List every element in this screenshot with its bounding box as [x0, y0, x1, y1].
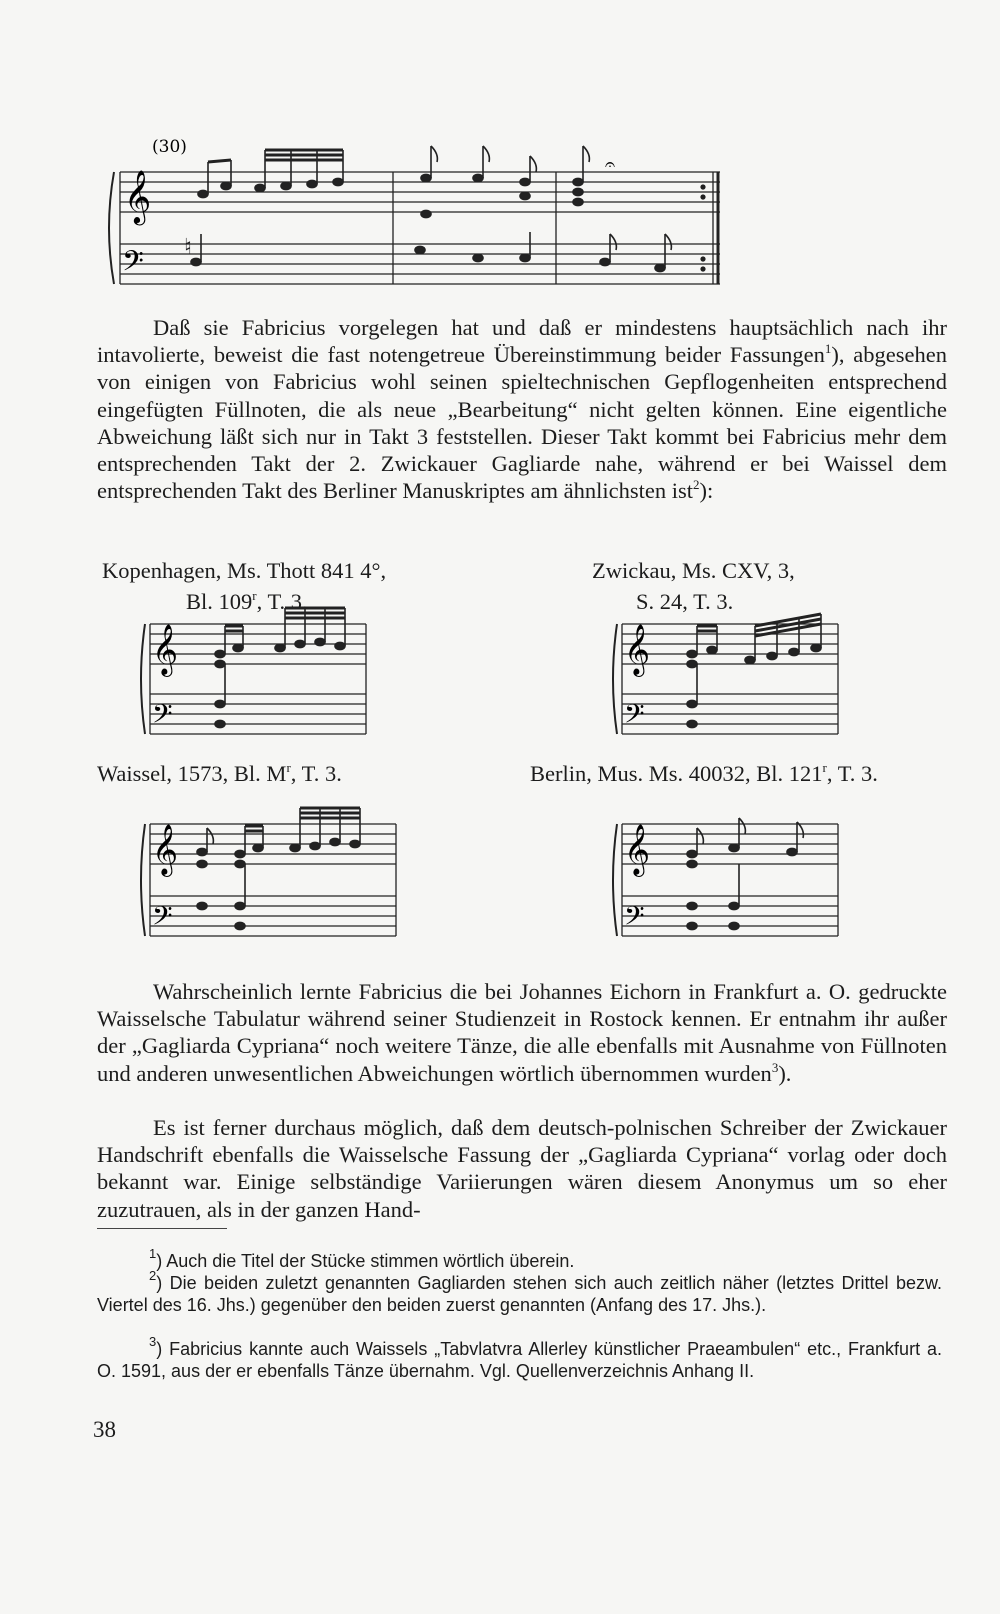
- svg-text:♮: ♮: [184, 235, 192, 260]
- caption-berlin: Berlin, Mus. Ms. 40032, Bl. 121$^r$, T. 3.: [530, 760, 878, 786]
- music-example-waissel: [140, 812, 400, 952]
- footnote-3: $^3$) Fabricius kannte auch Waissels „Tabvlatvra Allerley künstlicher Praeambulen“ etc., Frankfurt a. O. 1591, aus der er ebenfalls Tänze übernahm. Vgl. Quellenverzeichnis Anhang II.: [97, 1334, 942, 1381]
- caption-zwickau: Zwickau, Ms. CXV, 3, S. 24, T. 3.: [592, 558, 795, 614]
- treble-clef-icon: 𝄞: [152, 624, 179, 675]
- treble-clef-icon: 𝄞: [124, 169, 152, 223]
- music-example-main: [100, 134, 745, 294]
- caption-waissel: Waissel, 1573, Bl. $M^r$, T. 3.: [97, 760, 342, 786]
- fermata-icon: 𝄐: [605, 154, 616, 175]
- music-example-berlin: [612, 812, 842, 952]
- treble-clef-icon: 𝄞: [624, 624, 651, 675]
- bass-clef-icon: 𝄢: [122, 245, 144, 285]
- paragraph-2: Wahrscheinlich lernte Fabricius die bei Johannes Eichorn in Frankfurt a. O. gedruckte Waisselsche Tabulatur während seiner Studienzeit in Rostock kennen. Er entnahm ihr außer der „Gagliarda Cypriana“ noch weitere Tänze, die alle ebenfalls mit Ausnahme von Füllnoten und anderen unwesentlichen Abweichungen wörtlich übernommen wurden$^3$).: [97, 979, 947, 1086]
- measure-number: (30): [152, 137, 187, 157]
- bass-clef-icon: 𝄢: [152, 900, 173, 938]
- footnote-2: $^2$) Die beiden zuletzt genannten Gagliarden stehen sich auch zeitlich näher (letztes Drittel bezw. Viertel des 16. Jhs.) gegenüber den beiden zuerst genannten (Anfang des 17. Jhs.).: [97, 1268, 942, 1315]
- paragraph-3: Es ist ferner durchaus möglich, daß dem deutsch-polnischen Schreiber der Zwickauer Handschrift ebenfalls die Waisselsche Fassung der „Gagliarda Cypriana“ vorlag oder doch bekannt war. Einige selbständige Variierungen wären diesem Anonymus um so eher zuzutrauen, als in der ganzen Hand-: [97, 1115, 947, 1222]
- paragraph-1: Daß sie Fabricius vorgelegen hat und daß er mindestens hauptsächlich nach ihr intavolierte, beweist die fast notengetreue Übereinstimmung beider Fassungen$^1$), abgesehen von einigen von Fabricius wohl seinen spieltechnischen Gepflogenheiten entsprechend eingefügten Füllnoten, die als neue „Bearbeitung“ nicht gelten können. Eine eigentliche Abweichung läßt sich nur in Takt 3 feststellen. Dieser Takt kommt bei Fabricius mehr dem entsprechenden Takt der 2. Zwickauer Gagliarde nahe, während er bei Waissel dem entsprechenden Takt des Berliner Manuskriptes am ähnlichsten ist$^2$):: [97, 315, 947, 504]
- footnote-rule: [97, 1228, 227, 1229]
- treble-clef-icon: 𝄞: [152, 824, 179, 875]
- music-example-zwickau: [612, 612, 842, 752]
- bass-clef-icon: 𝄢: [624, 900, 645, 938]
- caption-kopenhagen: Kopenhagen, Ms. Thott 841 4°, Bl. 109$^r$, T. 3.: [102, 558, 387, 614]
- music-example-kopenhagen: [140, 612, 370, 752]
- treble-clef-icon: 𝄞: [624, 824, 651, 875]
- bass-clef-icon: 𝄢: [152, 698, 173, 736]
- page-number: 38: [93, 1417, 116, 1442]
- bass-clef-icon: 𝄢: [624, 698, 645, 736]
- footnote-1: $^1$) Auch die Titel der Stücke stimmen wörtlich überein.: [149, 1246, 575, 1271]
